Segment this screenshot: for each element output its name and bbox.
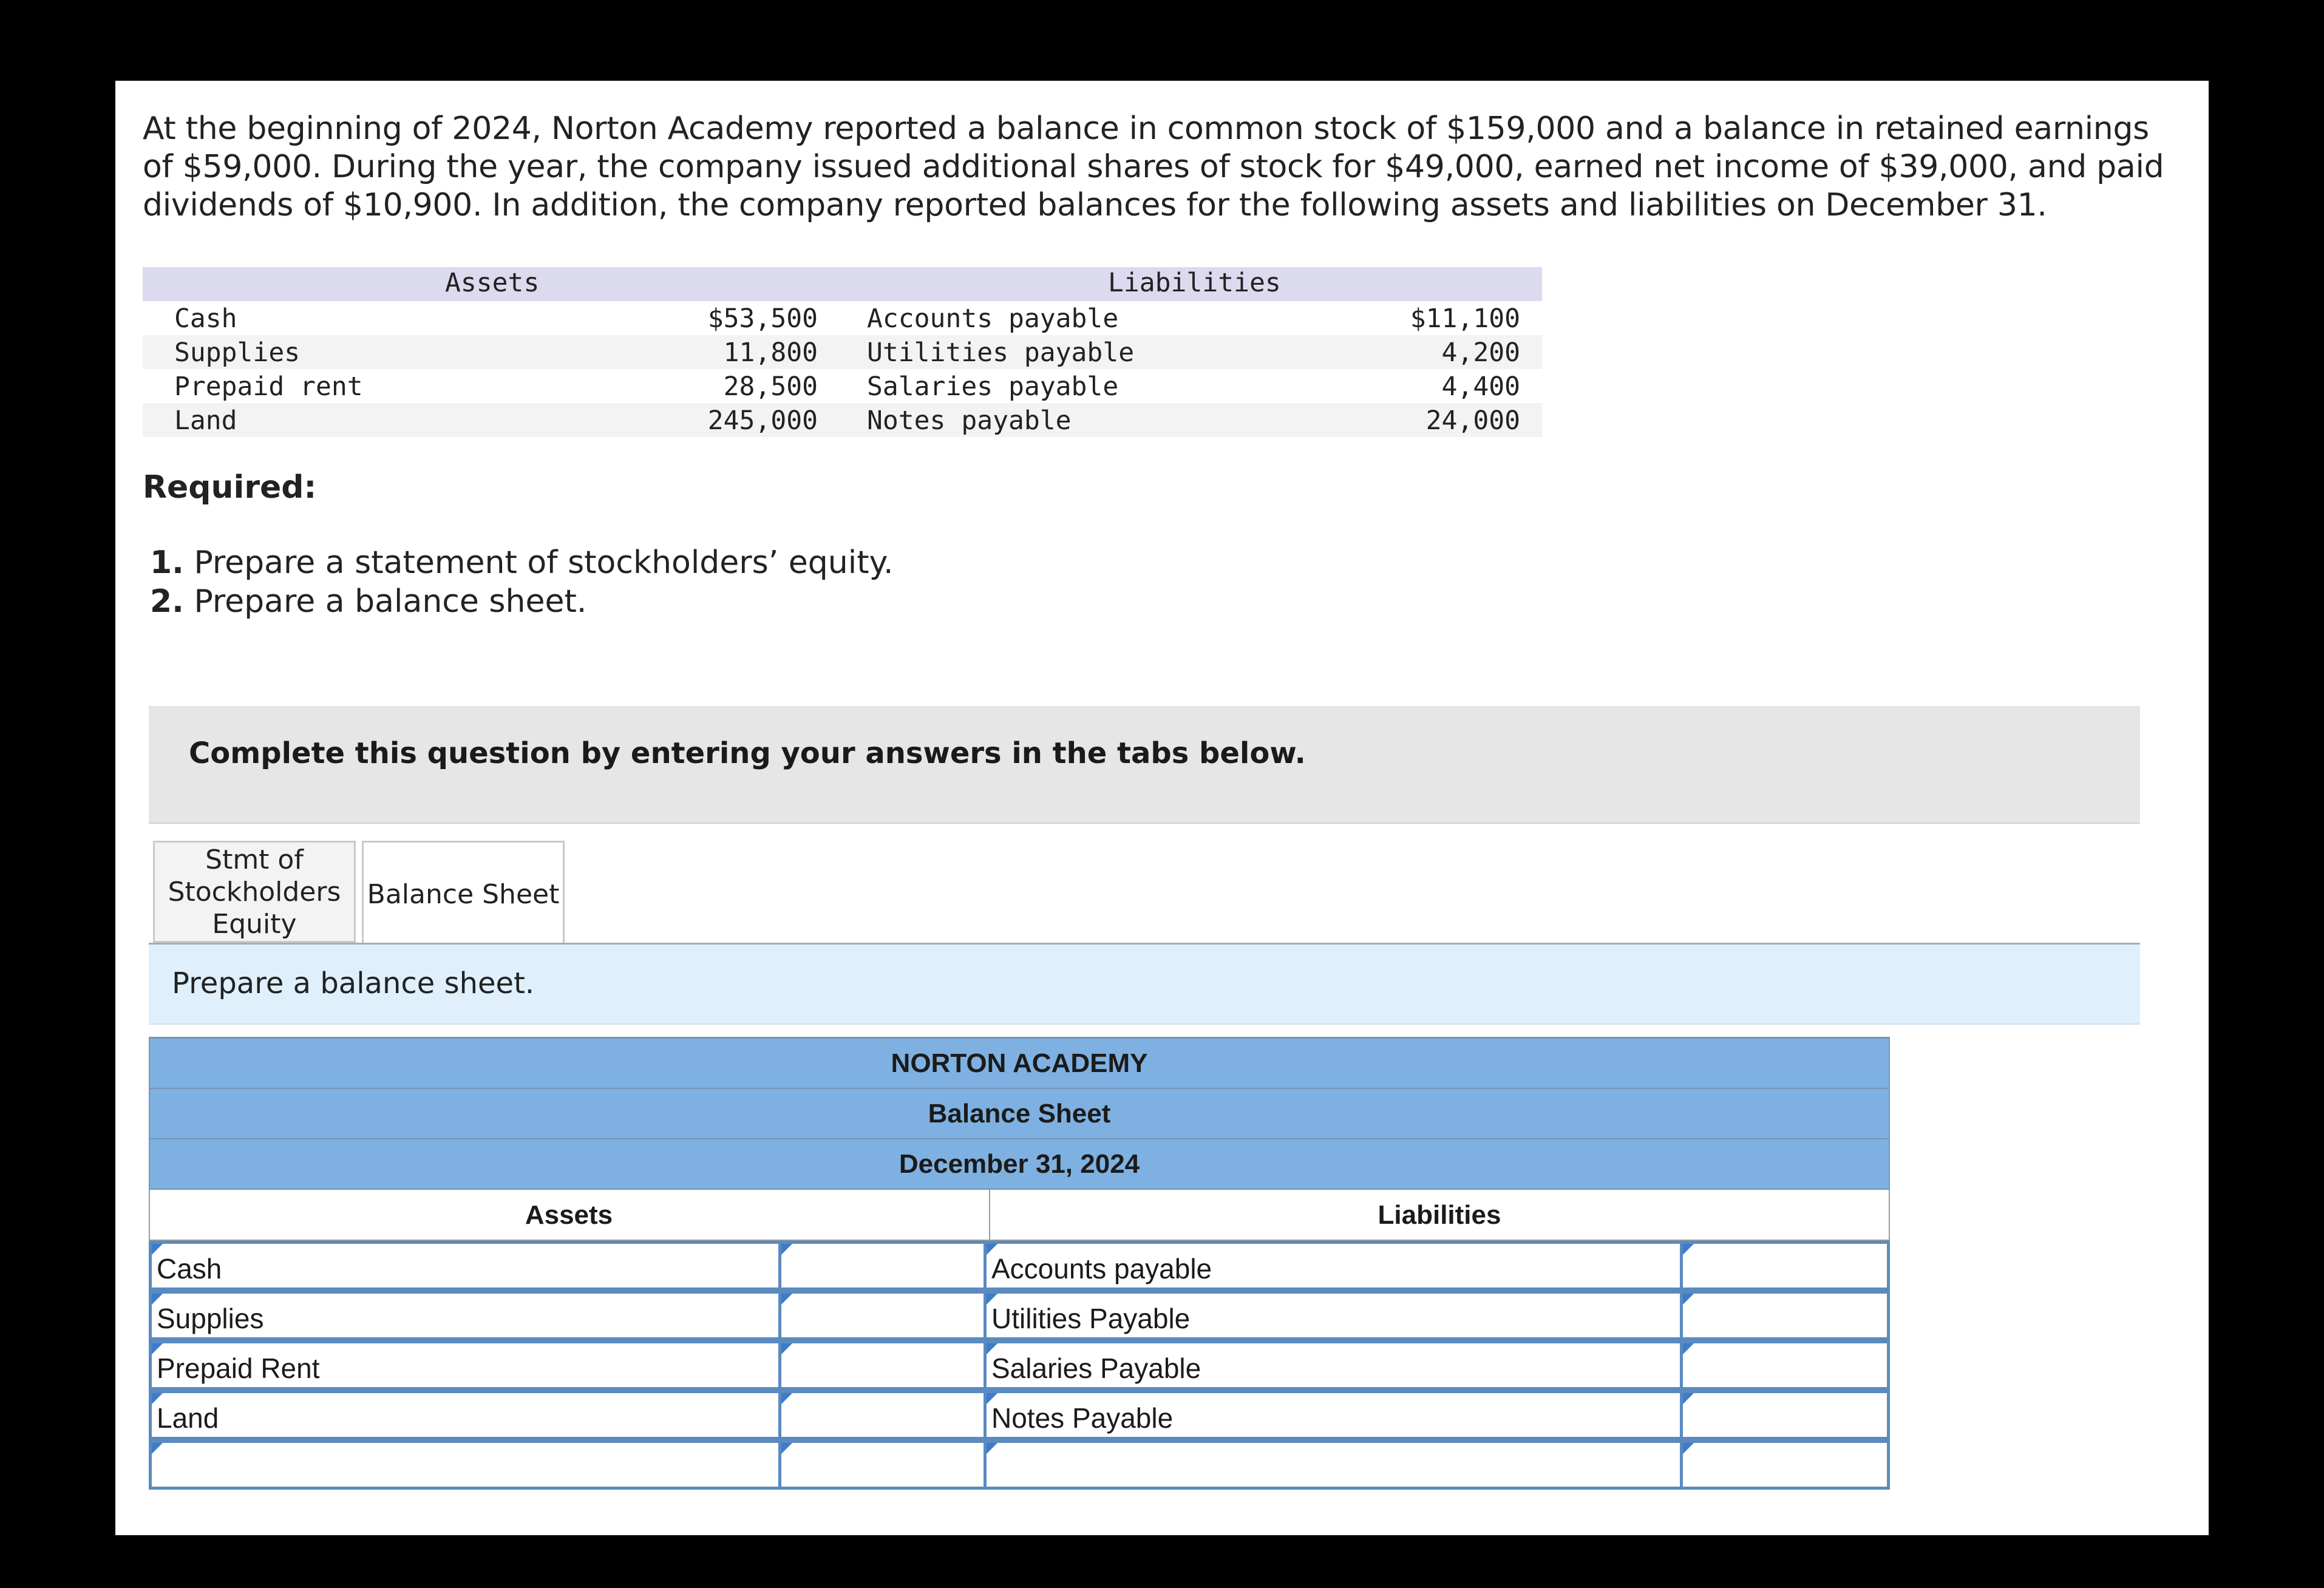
table-row — [149, 1440, 1890, 1490]
given-asset-name: Land — [174, 405, 237, 436]
tab-stmt-stockholders-equity[interactable] — [153, 841, 356, 943]
asset-label-cell[interactable]: Land — [149, 1390, 781, 1440]
liability-label-cell[interactable]: Utilities Payable — [984, 1291, 1683, 1340]
liability-amount-field[interactable] — [1683, 1443, 1887, 1487]
given-row — [143, 335, 1542, 369]
section-header-row — [149, 1190, 1890, 1241]
complete-instruction: Complete this question by entering your answers in the tabs below. — [189, 736, 1306, 770]
requirement-text: Prepare a statement of stockholders’ equity. — [194, 545, 894, 581]
liability-amount-input[interactable] — [1680, 1291, 1890, 1340]
tab-balance-sheet[interactable] — [362, 841, 565, 946]
question-panel — [115, 81, 2209, 1535]
tab-instruction-box — [149, 945, 2140, 1025]
asset-amount-input[interactable] — [778, 1241, 987, 1291]
given-assets-header: Assets — [445, 268, 540, 298]
asset-label-cell[interactable]: Prepaid Rent — [149, 1340, 781, 1390]
given-asset-value: $53,500 — [707, 304, 818, 334]
requirements-list — [143, 543, 894, 621]
requirement-number: 1. — [150, 545, 184, 581]
liability-amount-field[interactable] — [1683, 1294, 1887, 1337]
given-asset-value: 28,500 — [723, 372, 818, 402]
asset-amount-field[interactable] — [781, 1294, 984, 1337]
given-row — [143, 403, 1542, 437]
liability-label-cell[interactable] — [984, 1440, 1683, 1490]
asset-amount-field[interactable] — [781, 1443, 984, 1487]
instruction-banner — [149, 706, 2140, 824]
given-liability-value: 4,200 — [1441, 338, 1520, 368]
given-liability-value: 24,000 — [1425, 405, 1520, 436]
dropdown-marker-icon — [987, 1443, 997, 1454]
liability-amount-input[interactable] — [1680, 1390, 1890, 1440]
asset-amount-field[interactable] — [781, 1244, 984, 1288]
given-liability-value: $11,100 — [1410, 304, 1520, 334]
statement-date: December 31, 2024 — [149, 1139, 1890, 1190]
given-asset-name: Prepaid rent — [174, 372, 363, 402]
required-label: Required: — [143, 469, 317, 506]
liability-amount-field[interactable] — [1683, 1393, 1887, 1437]
given-liability-value: 4,400 — [1441, 372, 1520, 402]
requirement-number: 2. — [150, 583, 184, 620]
dropdown-marker-icon — [152, 1443, 163, 1454]
liability-label-cell[interactable]: Salaries Payable — [984, 1340, 1683, 1390]
tab-label: Stmt of Stockholders Equity — [168, 844, 341, 940]
given-liability-name: Notes payable — [867, 405, 1072, 436]
requirement-text: Prepare a balance sheet. — [194, 583, 587, 620]
asset-label-cell[interactable]: Supplies — [149, 1291, 781, 1340]
asset-amount-input[interactable] — [778, 1390, 987, 1440]
asset-amount-input[interactable] — [778, 1440, 987, 1490]
requirement-item — [150, 543, 894, 582]
requirement-item — [150, 582, 894, 621]
given-liabilities-header: Liabilities — [1108, 268, 1281, 298]
asset-label-cell[interactable]: Cash — [149, 1241, 781, 1291]
given-asset-name: Supplies — [174, 338, 301, 368]
asset-amount-input[interactable] — [778, 1340, 987, 1390]
asset-amount-field[interactable] — [781, 1343, 984, 1387]
liability-amount-field[interactable] — [1683, 1244, 1887, 1288]
given-liability-name: Utilities payable — [867, 338, 1135, 368]
liability-amount-input[interactable] — [1680, 1241, 1890, 1291]
liability-amount-input[interactable] — [1680, 1340, 1890, 1390]
company-name: NORTON ACADEMY — [149, 1037, 1890, 1089]
given-row — [143, 301, 1542, 335]
given-liability-name: Salaries payable — [867, 372, 1119, 402]
table-row — [149, 1390, 1890, 1440]
asset-amount-field[interactable] — [781, 1393, 984, 1437]
problem-statement — [143, 110, 2170, 225]
given-asset-value: 245,000 — [707, 405, 818, 436]
liability-label-cell[interactable]: Notes Payable — [984, 1390, 1683, 1440]
given-liability-name: Accounts payable — [867, 304, 1119, 334]
asset-amount-input[interactable] — [778, 1291, 987, 1340]
assets-header: Assets — [525, 1200, 613, 1230]
given-table-header — [143, 267, 1542, 301]
liabilities-header: Liabilities — [989, 1190, 1889, 1240]
table-row — [149, 1291, 1890, 1340]
liability-label-cell[interactable]: Accounts payable — [984, 1241, 1683, 1291]
tab-label: Balance Sheet — [367, 879, 560, 910]
given-asset-value: 11,800 — [723, 338, 818, 368]
table-row — [149, 1340, 1890, 1390]
given-row — [143, 369, 1542, 403]
given-asset-name: Cash — [174, 304, 237, 334]
table-row — [149, 1241, 1890, 1291]
balance-sheet-form — [149, 1037, 1890, 1490]
liability-amount-input[interactable] — [1680, 1440, 1890, 1490]
given-balances-table — [143, 267, 1542, 437]
problem-text: At the beginning of 2024, Norton Academy reported a balance in common stock of $159,000 and a balance in retained earnings of $59,000. During the year, the company issued additional shares of stock for $49,000, earned net income of $39,000, and paid dividends of $10,900. In addition, the company reported balances for the following assets and liabilities on December 31. — [143, 110, 2164, 223]
statement-title: Balance Sheet — [149, 1089, 1890, 1139]
tab-instruction: Prepare a balance sheet. — [172, 966, 535, 1000]
asset-label-cell[interactable] — [149, 1440, 781, 1490]
liability-amount-field[interactable] — [1683, 1343, 1887, 1387]
